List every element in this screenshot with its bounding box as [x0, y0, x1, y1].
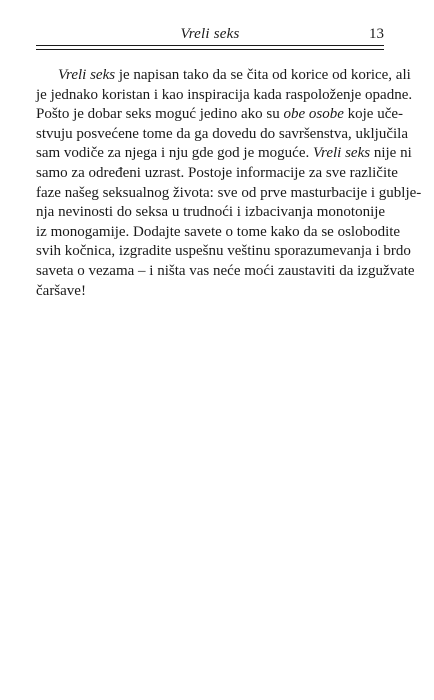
running-title: Vreli seks [180, 26, 240, 42]
paragraph-line [36, 282, 384, 302]
paragraph-line [36, 125, 408, 145]
page-number: 13 [369, 26, 384, 42]
paragraph-line [36, 262, 415, 282]
text-run: faze našeg seksualnog života: sve od prve masturbacije i gublje- [36, 184, 422, 201]
text-run: Vreli seks [313, 145, 371, 162]
text-run: Vreli seks [58, 67, 116, 83]
text-run: nije ni [370, 145, 412, 162]
text-run: stvuju posvećene tome da ga dovedu do savršenstva, uključila [36, 125, 408, 142]
text-run: svih kočnica, izgradite uspešnu veštinu sporazumevanja i brdo [36, 243, 411, 260]
text-run: iz monogamije. Dodajte savete o tome kako da se oslobodite [36, 223, 401, 240]
text-run: nja nevinosti do seksa u trudnoći i izbacivanja monotonije [36, 204, 386, 221]
header-double-rule [36, 45, 384, 50]
paragraph-line [36, 66, 411, 86]
text-run: čaršave! [36, 282, 86, 299]
body-paragraph [36, 66, 422, 301]
paragraph-line [36, 223, 401, 243]
paragraph-line [36, 105, 404, 125]
paragraph-line [36, 184, 422, 204]
running-head [36, 26, 384, 46]
paragraph-line [36, 242, 411, 262]
text-run: saveta o vezama – i ništa vas neće moći zaustaviti da izgužvate [36, 262, 415, 279]
text-run: Pošto je dobar seks moguć jedino ako su [36, 106, 284, 123]
text-run: je napisan tako da se čita od korice od korice, ali [115, 67, 411, 83]
text-run: koje uče- [343, 106, 404, 123]
text-run: samo za određeni uzrast. Postoje informacije za sve različite [36, 164, 398, 181]
paragraph-line [36, 86, 413, 106]
text-run: obe osobe [283, 106, 344, 123]
paragraph-line [36, 203, 384, 223]
text-run: je jednako koristan i kao inspiracija kada raspoloženje opadne. [36, 86, 413, 103]
paragraph-line [36, 144, 412, 164]
text-run: sam vodiče za njega i nju gde god je moguće. [36, 145, 313, 162]
paragraph-line [36, 164, 398, 184]
